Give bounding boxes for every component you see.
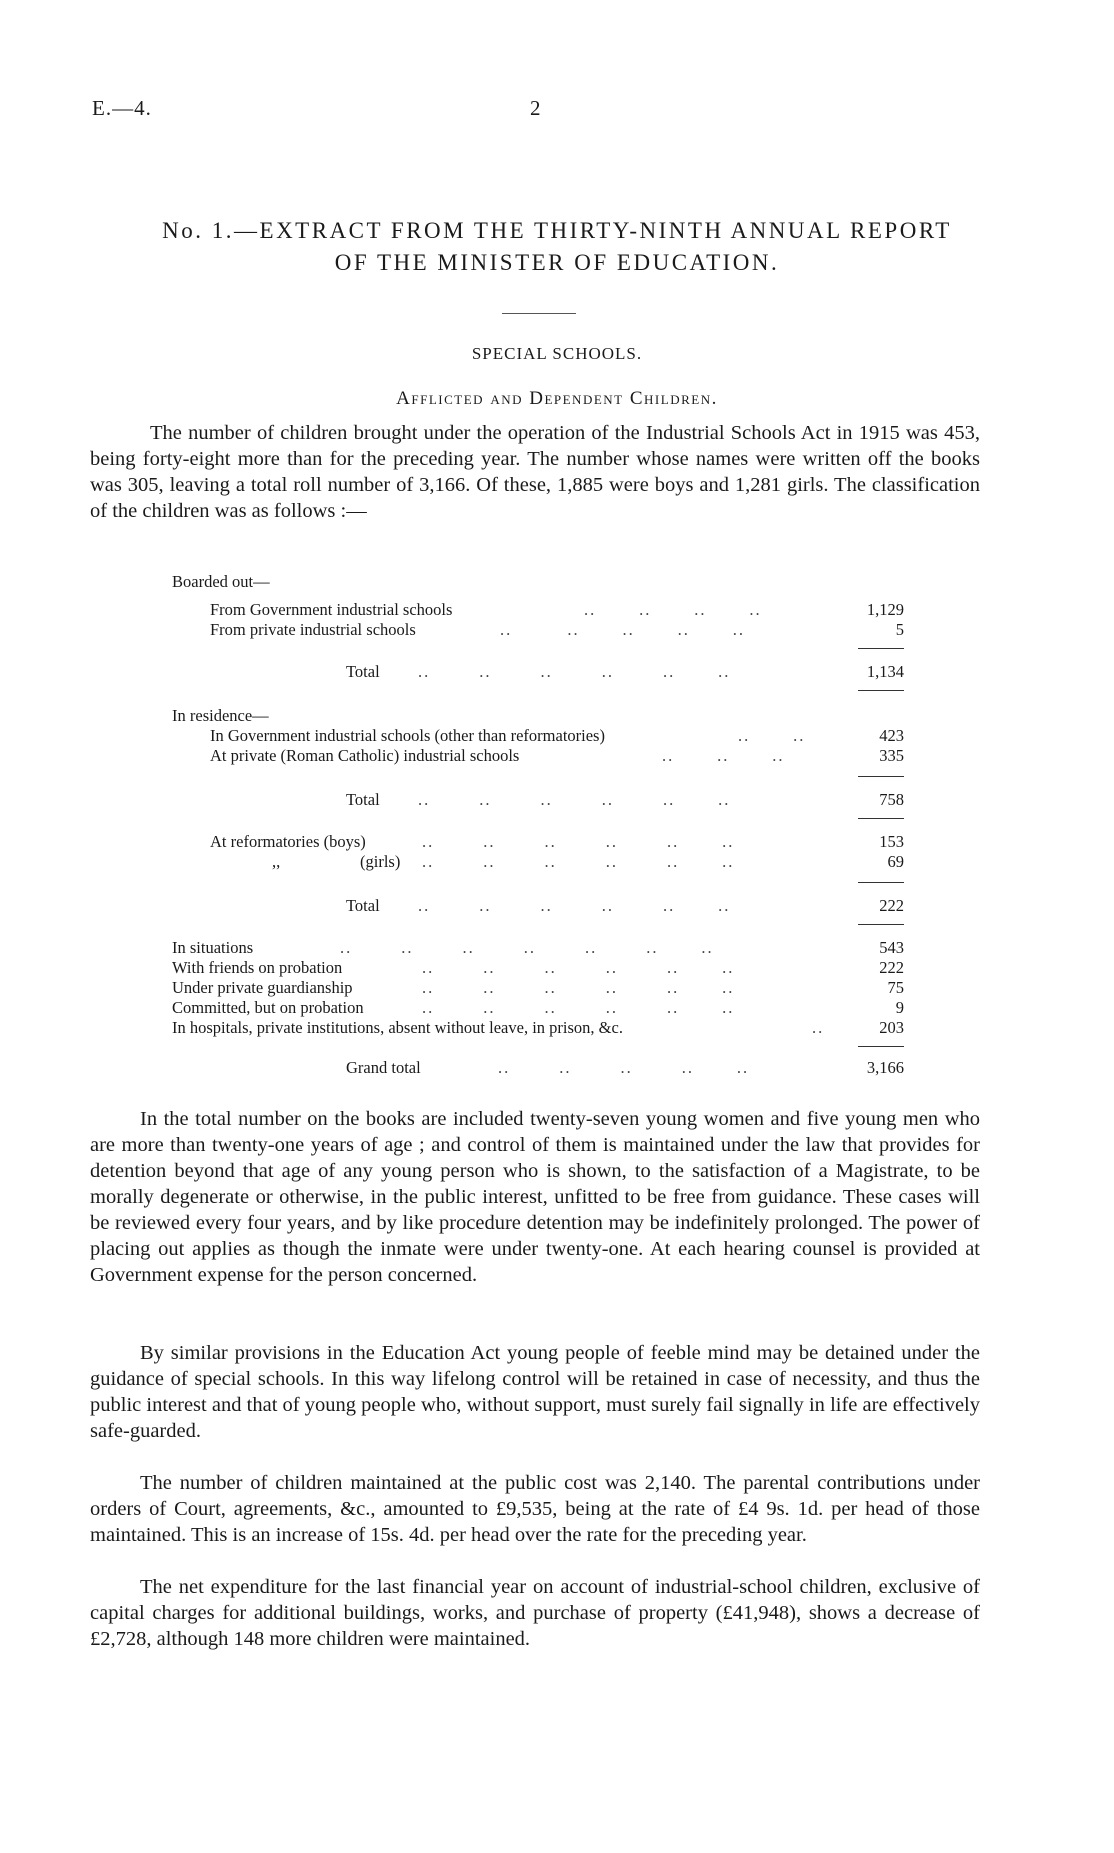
sum-rule [858,690,904,691]
leader-dots: .. .. .. .. [584,600,762,619]
sum-rule [858,882,904,883]
row-label: Total [346,896,380,915]
row-label: In hospitals, private institutions, absent without leave, in prison, &c. [172,1018,623,1037]
row-label: In situations [172,938,254,957]
row-label: In Government industrial schools (other than reformatories) [210,726,605,745]
row-value: 423 [879,726,904,745]
page-number: 2 [530,96,541,120]
report-title-line-1: No. 1.—EXTRACT FROM THE THIRTY-NINTH ANNUAL REPORT [162,218,952,243]
section-heading: SPECIAL SCHOOLS. [471,344,643,363]
row-value: 758 [879,790,904,809]
body-paragraph: In the total number on the books are included twenty-seven young women and five young men who are more than twenty-one years of age ; and control of them is maintained under the law that provides for detention beyond that age of any young person who is shown, to the satisfaction of a Magistrate, to be morally degenerate or otherwise, in the public interest, unfitted to be free from guidance. These cases will be reviewed every four years, and by like procedure detention may be indefinitely prolonged. The power of placing out applies as though the inmate were under twenty-one. At each hearing counsel is provided at Government expense for the person concerned. [90,1108,980,1286]
row-value: 1,134 [866,662,904,681]
leader-dots: .. .. .. .. .. .. [422,958,735,977]
body-paragraph: The net expenditure for the last financial year on account of industrial-school children, exclusive of capital charges for additional buildings, works, and purchase of property (£41,948), shows a decrease of £2,728, although 148 more children were maintained. [90,1576,980,1650]
sum-rule [858,818,904,819]
leader-dots: .. .. .. .. .. .. [422,978,735,997]
row-value: 5 [895,620,904,639]
document-reference: E.—4. [92,96,152,120]
row-label: At reformatories (boys) [210,832,366,851]
row-label: Total [346,790,380,809]
leader-dots: .. .. .. .. .. [498,1058,750,1077]
row-value: 1,129 [866,600,904,619]
sum-rule [858,1046,904,1047]
leader-dots: .. .. .. .. .. .. [418,790,731,809]
row-label: Committed, but on probation [172,998,364,1017]
row-value: 335 [879,746,904,765]
sum-rule [858,776,904,777]
row-label: From private industrial schools [210,620,416,639]
row-label: Under private guardianship [172,978,353,997]
row-value: 9 [895,998,904,1017]
row-label: With friends on probation [172,958,343,977]
in-residence-heading: In residence— [172,706,269,725]
leader-dots: .. .. .. .. .. .. [422,998,735,1017]
sum-rule [858,648,904,649]
leader-dots: .. .. [738,726,806,745]
row-label: Grand total [346,1058,421,1077]
body-paragraph: The number of children maintained at the public cost was 2,140. The parental contributions under orders of Court, agreements, &c., amounted to £9,535, being at the rate of £4 9s. 1d. per head of those maintained. This is an increase of 15s. 4d. per head over the rate for the preceding year. [90,1472,980,1546]
row-value: 69 [887,852,904,871]
row-value: 543 [879,938,904,957]
leader-dots: .. .. .. .. .. .. [418,896,731,915]
body-paragraph: By similar provisions in the Education Act young people of feeble mind may be detained under the guidance of special schools. In this way lifelong control will be retained in case of necessity, and thus the public interest and that of young people who, without support, must surely fail signally in life are effectively safe-guarded. [90,1342,980,1442]
leader-dots: .. .. .. .. .. .. [422,832,735,851]
leader-dots: .. [812,1018,825,1037]
boarded-out-heading: Boarded out— [172,572,270,591]
row-value: 203 [879,1018,904,1037]
leader-dots: .. .. .. [662,746,785,765]
section-subheading: Afflicted and Dependent Children. [396,388,718,409]
leader-dots: .. .. .. .. .. .. [418,662,731,681]
row-value: 153 [879,832,904,851]
row-value: 222 [879,896,904,915]
row-value: 222 [879,958,904,977]
title-divider [502,313,576,314]
row-value: 75 [887,978,904,997]
row-label: (girls) [360,852,401,871]
sum-rule [858,924,904,925]
leader-dots: .. .. .. .. .. [500,620,745,639]
row-label: From Government industrial schools [210,600,453,619]
row-value: 3,166 [866,1058,904,1077]
ditto-mark: ,, [272,852,281,871]
row-label: Total [346,662,380,681]
leader-dots: .. .. .. .. .. .. [422,852,735,871]
intro-paragraph: The number of children brought under the operation of the Industrial Schools Act in 1915 was 453, being forty-eight more than for the preceding year. The number whose names were written off the books was 305, leaving a total roll number of 3,166. Of these, 1,885 were boys and 1,281 girls. The classification of the children was as follows :— [90,422,980,522]
leader-dots: .. .. .. .. .. .. .. [340,938,714,957]
report-title-line-2: OF THE MINISTER OF EDUCATION. [334,250,780,275]
row-label: At private (Roman Catholic) industrial schools [210,746,520,765]
